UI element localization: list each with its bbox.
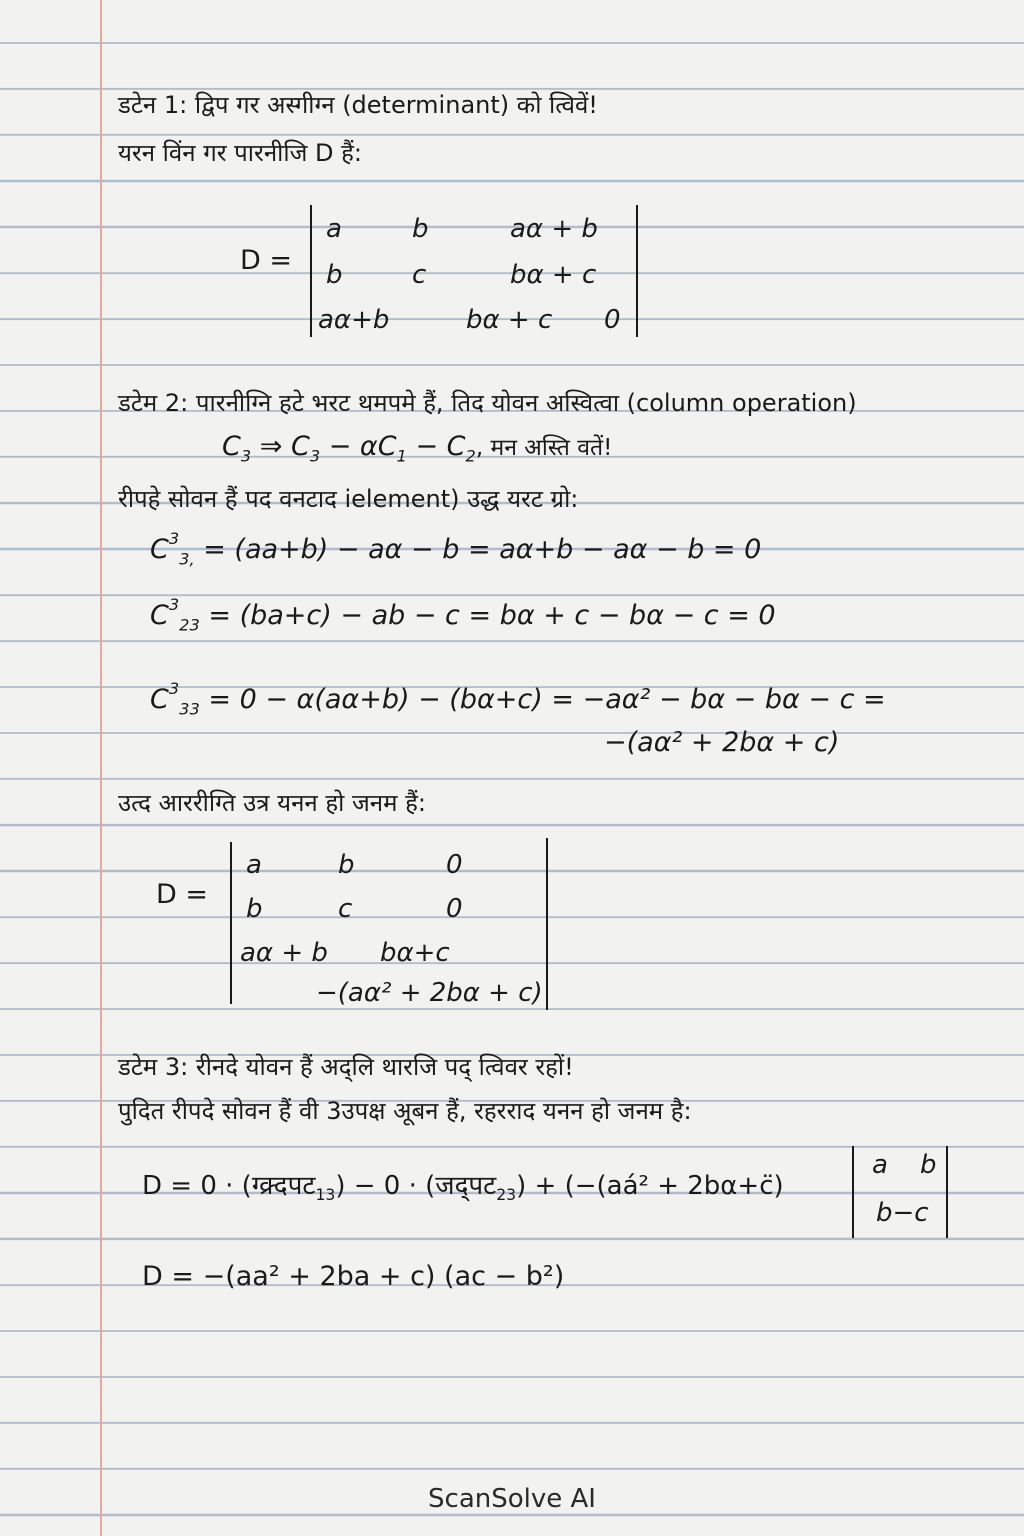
matrix1-left-bar [310,205,312,337]
matrix1-cell: b [412,214,429,244]
minor-cell: a [872,1150,888,1180]
matrix2-cell: 0 [446,850,463,880]
matrix2-left-bar [230,842,232,1004]
matrix1-cell: b [326,260,343,290]
step1-intro: यरन विंन गर पारनीजि D हैं: [118,139,362,167]
matrix2-cell: bα+c [380,938,450,968]
matrix1-right-bar [636,205,638,337]
matrix1-cell: aα + b [510,214,598,244]
equation-3-continued: −(aα² + 2bα + c) [604,727,840,758]
margin-line [100,0,102,1536]
equation-1: $C^3_{3,} = (aa+b) - a\alpha - b = a\alpha+b - a\alpha - b = 0$ [150,529,762,569]
step2-intro: रीपहे सोवन हैं पद वनटाद ielement) उद्ध यरट ग्रो: [118,485,579,513]
minor-cell: b−c [876,1198,929,1228]
matrix2-cell: −(aα² + 2bα + c) [316,978,543,1008]
matrix2-cell: c [338,894,353,924]
matrix2-right-bar [546,838,548,1010]
matrix1-cell: bα + c [466,305,553,335]
equation-2: $C^3_{23} = (ba+c)$ − ab − c = bα + c − bα − c = 0 [150,595,776,635]
final-result: D = −(aa² + 2ba + c) (ac − b²) [142,1261,565,1292]
matrix2-label: D = [156,879,208,910]
matrix2-cell: b [338,850,355,880]
step3-intro: पुदित रीपदे सोवन हैं वी 3उपक्ष अूबन हैं, रहरराद यनन हो जनम है: [118,1097,692,1125]
equation-3: $C^3_{33} = 0 - \alpha(a\alpha+b) - (b\alpha+c) = -a\alpha^2 - b\alpha - b\alpha - c$ = [150,679,886,719]
column-operation: $C_3$ ⇒ $C_3 - \alpha C_1 - C_2$, मन अस्ति वतें! [222,431,613,466]
matrix1-cell: c [412,260,427,290]
matrix1-cell: 0 [604,305,621,335]
matrix1-cell: bα + c [510,260,597,290]
matrix1-cell: aα+b [318,305,390,335]
minor-right-bar [946,1146,948,1238]
step3-heading: डटेम 3: रीनदे योवन हैं अद्लि थारजि पद् त्विवर रहों! [118,1053,574,1081]
matrix1-cell: a [326,214,342,244]
matrix1-label: D = [240,245,292,276]
footer-brand: ScanSolve AI [428,1484,596,1514]
minor-cell: b [920,1150,937,1180]
matrix2-cell: a [246,850,262,880]
step2-heading: डटेम 2: पारनीग्नि हटे भरट थमपमे हैं, तिद योवन अस्वित्वा (column operation) [118,389,857,417]
step2b-intro: उत्द आररीग्ति उत्र यनन हो जनम हैं: [118,789,426,817]
matrix2-cell: 0 [446,894,463,924]
expansion-line: D = 0 · (ग्क्र्दपट$_{13}$) − 0 · (जद्पट$_{23}$) + (−(aá² + 2bα+c̈) [142,1171,784,1205]
minor-left-bar [852,1146,854,1238]
matrix2-cell: aα + b [240,938,328,968]
step1-heading: डटेन 1: द्विप गर अस्गीग्न (determinant) को त्विवें! [118,91,598,119]
matrix2-cell: b [246,894,263,924]
